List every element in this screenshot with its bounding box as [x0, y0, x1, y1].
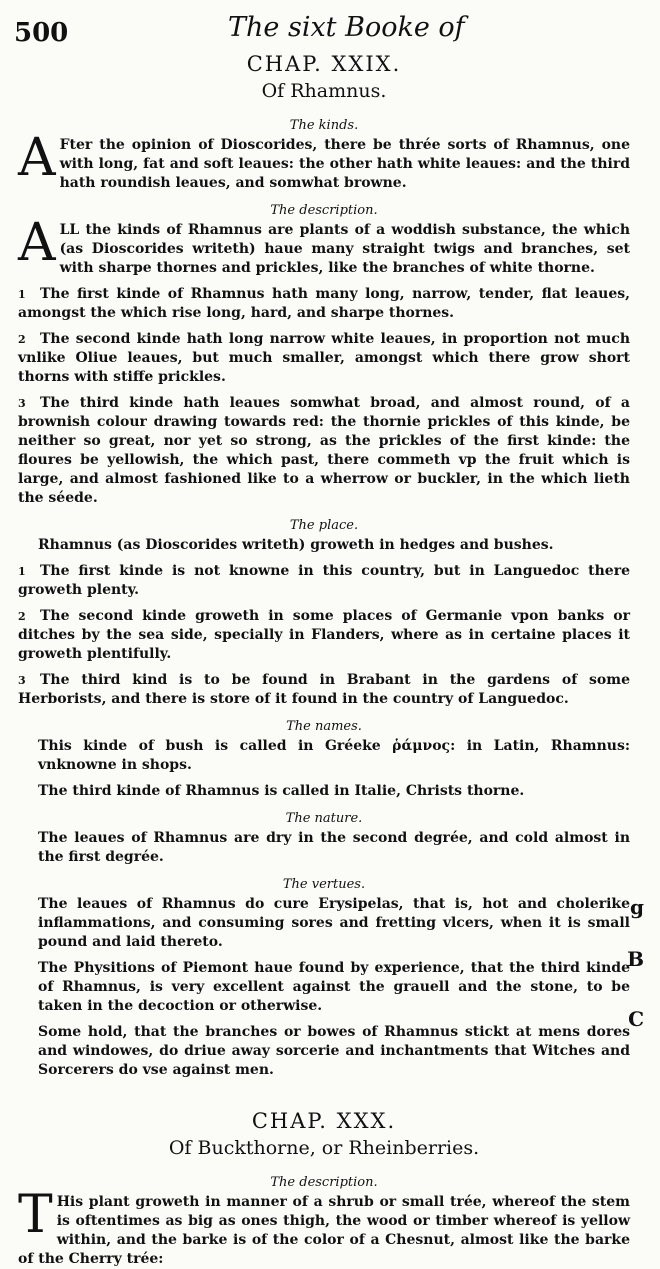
nature-paragraph: The leaues of Rhamnus are dry in the second degrée, and cold almost in the first degrée.: [38, 830, 630, 865]
page-number: 500: [14, 18, 69, 48]
vertue-item-3: Some hold, that the branches or bowes of Rhamnus stickt at mens dores and windowes, do driue away sorcerie and inchantments that Witches and Sorcerers do vse against men.: [38, 1024, 630, 1078]
chapter-title: Of Rhamnus.: [261, 80, 387, 102]
drop-cap: A: [18, 213, 56, 273]
names-item-1: This kinde of bush is called in Gréeke ῥάμνος: in Latin, Rhamnus: vnknowne in shops.: [38, 738, 630, 773]
section-heading-place: The place.: [289, 518, 359, 533]
drop-cap: T: [18, 1185, 53, 1245]
margin-letter: B: [627, 947, 644, 971]
vertues-block: [18, 895, 644, 1080]
margin-letter: g: [630, 895, 644, 919]
section-heading-names: The names.: [286, 719, 362, 734]
chapter-heading: CHAP. XXIX.: [246, 52, 402, 76]
place-item-1: 1 The first kinde is not knowne in this country, but in Languedoc there groweth plenty.: [18, 563, 630, 598]
chapter-heading: CHAP. XXX.: [251, 1109, 397, 1133]
page-header: [14, 0, 630, 48]
names-item-2: The third kinde of Rhamnus is called in Italie, Christs thorne.: [38, 783, 525, 799]
section-heading-nature: The nature.: [285, 811, 363, 826]
vertue-item-1: The leaues of Rhamnus do cure Erysipelas, that is, hot and cholerike inflammations, and consuming sores and fretting vlcers, when it is small pound and laid thereto.: [38, 896, 630, 950]
place-paragraph: Rhamnus (as Dioscorides writeth) groweth in hedges and bushes.: [38, 537, 554, 553]
section-heading-description: The description.: [270, 1175, 378, 1190]
kinds-paragraph: A Fter the opinion of Dioscorides, there be thrée sorts of Rhamnus, one with long, fat and soft leaues: the other hath white leaues: and the third hath roundish leaues, and somwhat browne.: [18, 128, 630, 191]
vertue-item-2: The Physitions of Piemont haue found by experience, that the third kinde of Rhamnus, is very excellent against the grauell and the stone, to be taken in the decoction or otherwise.: [38, 960, 630, 1014]
chapter-title: Of Buckthorne, or Rheinberries.: [168, 1137, 480, 1159]
drop-cap: A: [18, 128, 56, 188]
book-page: [14, 0, 644, 1267]
description-paragraph: ALL the kinds of Rhamnus are plants of a woddish substance, the which (as Dioscorides writeth) haue many straight twigs and branches, set with sharpe thornes and prickles, like the branches of white thorne.: [18, 213, 630, 276]
running-title: The sixt Booke of: [228, 12, 465, 43]
section-heading-kinds: The kinds.: [289, 118, 359, 133]
place-item-3: 3 The third kind is to be found in Brabant in the gardens of some Herborists, and there is store of it found in the country of Languedoc.: [18, 672, 630, 707]
section-heading-description: The description.: [270, 203, 378, 218]
description-item-2: 2 The second kinde hath long narrow white leaues, in proportion not much vnlike Oliue leaues, but much smaller, amongst which there grow short thorns with stiffe prickles.: [18, 331, 630, 385]
description-item-3: 3 The third kinde hath leaues somwhat broad, and almost round, of a brownish colour drawing towards red: the thornie prickles of this kinde, be neither so great, nor yet so strong, as the prickles of the first kinde: the floures be yellowish, the which past, there commeth vp the fruit which is large, and almost fashioned like to a wherrow or buckler, in the which lieth the séede.: [18, 395, 630, 506]
section-heading-vertues: The vertues.: [282, 877, 366, 892]
description-item-1: 1 The first kinde of Rhamnus hath many long, narrow, tender, flat leaues, amongst the which rise long, hard, and sharpe thornes.: [18, 286, 630, 321]
margin-letter: C: [628, 1007, 644, 1031]
place-item-2: 2 The second kinde groweth in some places of Germanie vpon banks or ditches by the sea side, specially in Flanders, where as in certaine places it groweth plentifully.: [18, 608, 630, 662]
description-paragraph: T His plant groweth in manner of a shrub or small trée, whereof the stem is oftentimes as big as ones thigh, the wood or timber whereof is yellow within, and the barke is of the color of a Chesnut, almost like the barke of the Cherry trée:: [18, 1185, 630, 1267]
